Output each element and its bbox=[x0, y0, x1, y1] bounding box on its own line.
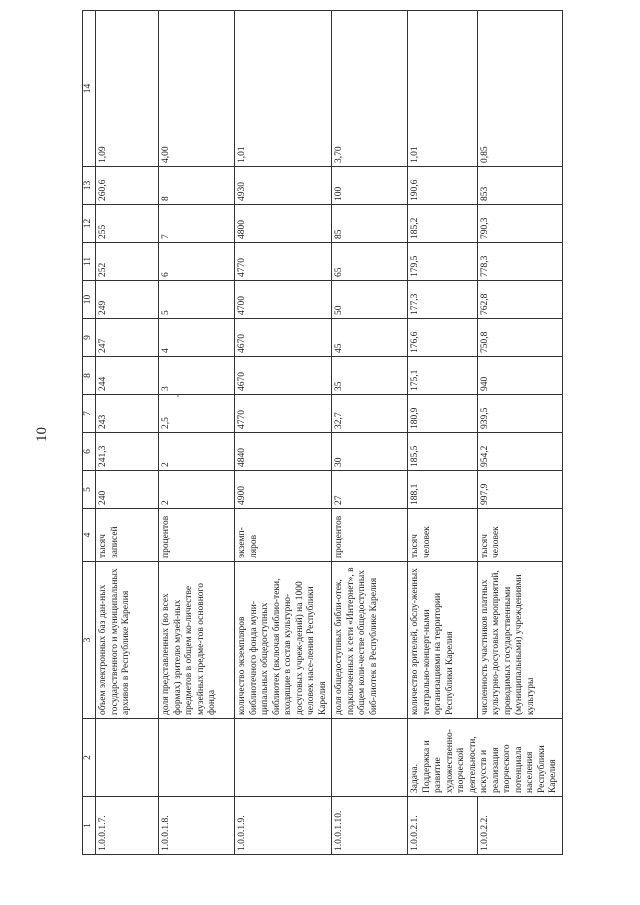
header-cell: 2 bbox=[83, 719, 96, 797]
unit-cell: тысяч человек bbox=[477, 509, 562, 562]
value-cell: 4800 bbox=[235, 205, 332, 243]
value-cell: 188,1 bbox=[408, 471, 478, 509]
value-cell: 177,3 bbox=[408, 281, 478, 319]
value-cell: 30 bbox=[332, 433, 408, 471]
value-cell: 954,2 bbox=[477, 433, 562, 471]
value-cell: 750,8 bbox=[477, 319, 562, 357]
unit-cell: экземп-ляров bbox=[235, 509, 332, 562]
task-cell bbox=[159, 719, 235, 797]
value-cell: 249 bbox=[96, 281, 159, 319]
ratio-cell: 1,09 bbox=[96, 11, 159, 167]
header-cell: 12 bbox=[83, 205, 96, 243]
value-cell: 180,9 bbox=[408, 395, 478, 433]
value-cell: 65 bbox=[332, 243, 408, 281]
rotated-table-container bbox=[82, 35, 558, 855]
value-cell: 255 bbox=[96, 205, 159, 243]
value-cell: 5 bbox=[159, 281, 235, 319]
value-cell: 244 bbox=[96, 357, 159, 395]
value-cell: 27 bbox=[332, 471, 408, 509]
value-cell: 778,3 bbox=[477, 243, 562, 281]
value-cell: 4840 bbox=[235, 433, 332, 471]
ratio-cell: 0,85 bbox=[477, 11, 562, 167]
indicator-cell: объем электронных баз дан-ных государственного и муниципальных архивов в Республике Карелия bbox=[96, 562, 159, 719]
value-cell: 2 bbox=[159, 471, 235, 509]
ratio-cell: 1,01 bbox=[408, 11, 478, 167]
value-cell: 2 bbox=[159, 433, 235, 471]
unit-cell: тысяч человек bbox=[408, 509, 478, 562]
value-cell: 790,3 bbox=[477, 205, 562, 243]
task-cell bbox=[332, 719, 408, 797]
table-row bbox=[96, 11, 159, 855]
value-cell: 7 bbox=[159, 205, 235, 243]
value-cell: 762,8 bbox=[477, 281, 562, 319]
value-cell: 260,6 bbox=[96, 167, 159, 205]
value-cell: 8 bbox=[159, 167, 235, 205]
value-cell: 35 bbox=[332, 357, 408, 395]
value-cell: 175,1 bbox=[408, 357, 478, 395]
value-cell: 32,7 bbox=[332, 395, 408, 433]
value-cell: 241,3 bbox=[96, 433, 159, 471]
indicator-cell: количество экземпляров библиотечного фонда муни-ципальных общедоступных библиотек (включая библио-теки, входящие в состав культурно-досуговых учреж-дений) на 1000 человек насе-ления Республики Карелия bbox=[235, 562, 332, 719]
row-code: 1.0.0.2.1. bbox=[408, 797, 478, 855]
header-cell: 3 bbox=[83, 562, 96, 719]
row-code: 1.0.0.2.2. bbox=[477, 797, 562, 855]
header-cell: 14 bbox=[83, 11, 96, 167]
row-code: 1.0.0.1.7. bbox=[96, 797, 159, 855]
value-cell: 853 bbox=[477, 167, 562, 205]
value-cell: 3 bbox=[159, 357, 235, 395]
unit-cell: тысяч записей bbox=[96, 509, 159, 562]
value-cell: 939,5 bbox=[477, 395, 562, 433]
row-code: 1.0.0.1.8. bbox=[159, 797, 235, 855]
value-cell: 176,6 bbox=[408, 319, 478, 357]
header-cell: 6 bbox=[83, 433, 96, 471]
header-cell: 8 bbox=[83, 357, 96, 395]
value-cell: 4770 bbox=[235, 243, 332, 281]
task-cell: Задача. Поддержка и развитие художественно-творческой деятельности, искусств и реализация творческого потенциала населения Республики Карелия bbox=[408, 719, 563, 797]
indicator-cell: доля представленных (во всех формах) зрителю музей-ных предметов в общем ко-личестве музейных предме-тов основного фонда bbox=[159, 562, 235, 719]
value-cell: 4670 bbox=[235, 319, 332, 357]
unit-cell: процентов bbox=[332, 509, 408, 562]
value-cell: 85 bbox=[332, 205, 408, 243]
row-code: 1.0.0.1.9. bbox=[235, 797, 332, 855]
value-cell: 2,5 bbox=[159, 395, 235, 433]
value-cell: 940 bbox=[477, 357, 562, 395]
indicator-cell: численность участников платных культурно-досуговых мероприятий, проводимых государственными (муниципальными) учреждениями культуры bbox=[477, 562, 562, 719]
table-row bbox=[235, 11, 332, 855]
value-cell: 6 bbox=[159, 243, 235, 281]
value-cell: 997,9 bbox=[477, 471, 562, 509]
header-cell: 11 bbox=[83, 243, 96, 281]
value-cell: 185,5 bbox=[408, 433, 478, 471]
page-number: 10 bbox=[34, 427, 50, 442]
indicator-cell: количество зрителей, обслу-женных театрально-концерт-ными организациями на территории Республики Карелия bbox=[408, 562, 478, 719]
value-cell: 50 bbox=[332, 281, 408, 319]
task-cell bbox=[235, 719, 332, 797]
value-cell: 252 bbox=[96, 243, 159, 281]
header-cell: 10 bbox=[83, 281, 96, 319]
task-cell bbox=[96, 719, 159, 797]
header-cell: 13 bbox=[83, 167, 96, 205]
value-cell: 4770 bbox=[235, 395, 332, 433]
indicators-table bbox=[82, 10, 563, 855]
value-cell: 100 bbox=[332, 167, 408, 205]
value-cell: 45 bbox=[332, 319, 408, 357]
header-cell: 5 bbox=[83, 471, 96, 509]
ratio-cell: 1,01 bbox=[235, 11, 332, 167]
value-cell: 4670 bbox=[235, 357, 332, 395]
row-code: 1.0.0.1.10. bbox=[332, 797, 408, 855]
value-cell: 247 bbox=[96, 319, 159, 357]
header-cell: 4 bbox=[83, 509, 96, 562]
value-cell: 4900 bbox=[235, 471, 332, 509]
value-cell: 190,6 bbox=[408, 167, 478, 205]
value-cell: 4700 bbox=[235, 281, 332, 319]
header-cell: 7 bbox=[83, 395, 96, 433]
header-cell: 1 bbox=[83, 797, 96, 855]
table-row bbox=[408, 11, 478, 855]
ratio-cell: 3,70 bbox=[332, 11, 408, 167]
value-cell: 243 bbox=[96, 395, 159, 433]
value-cell: 185,2 bbox=[408, 205, 478, 243]
header-cell: 9 bbox=[83, 319, 96, 357]
value-cell: 4 bbox=[159, 319, 235, 357]
value-cell: 179,5 bbox=[408, 243, 478, 281]
indicator-cell: доля общедоступных библи-отек, подключенных к сети «Интернет», в общем коли-честве общедоступных биб-лиотек в Республике Карелия bbox=[332, 562, 408, 719]
ratio-cell: 4,00 bbox=[159, 11, 235, 167]
table-row bbox=[332, 11, 408, 855]
value-cell: 4930 bbox=[235, 167, 332, 205]
unit-cell: процентов bbox=[159, 509, 235, 562]
header-row bbox=[83, 11, 96, 855]
table-row bbox=[159, 11, 235, 855]
value-cell: 240 bbox=[96, 471, 159, 509]
